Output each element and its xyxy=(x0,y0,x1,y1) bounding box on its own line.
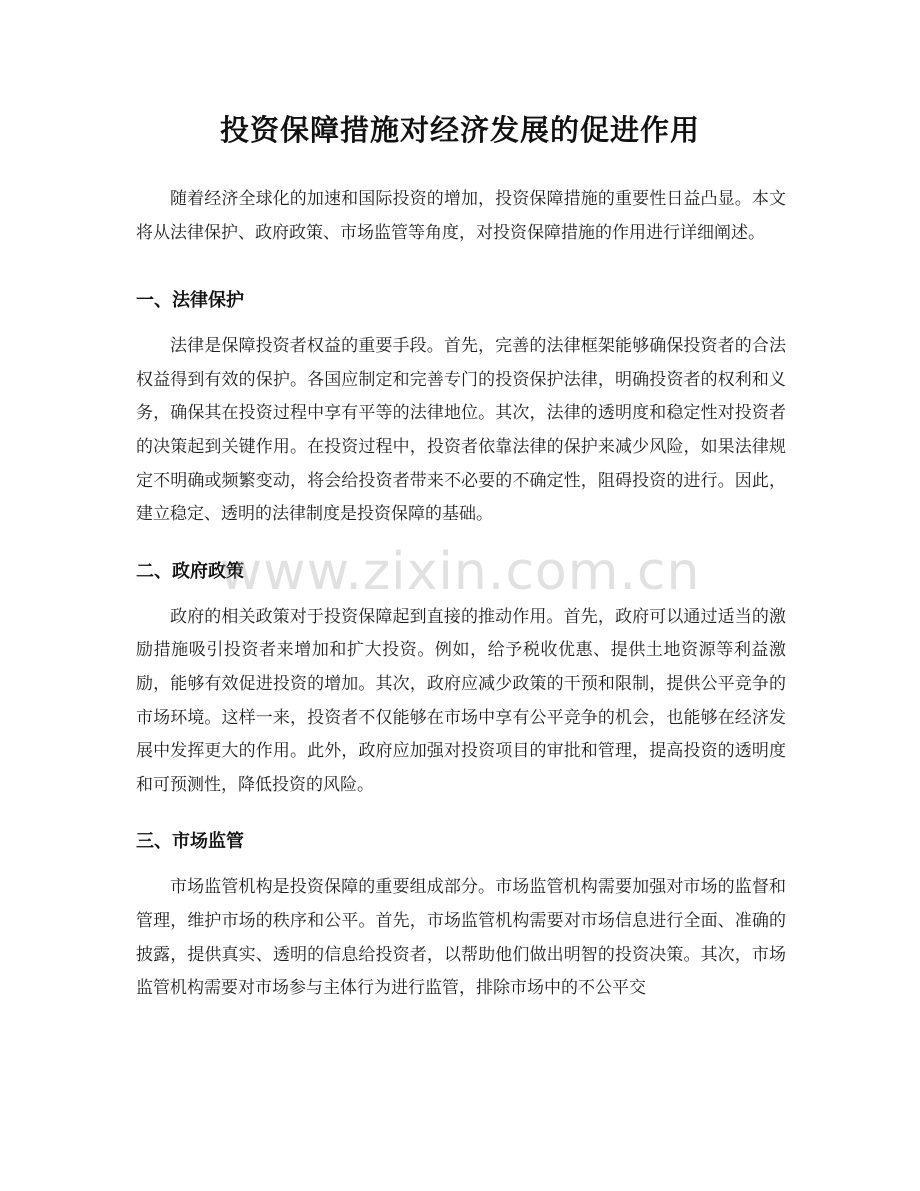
section-body-market: 市场监管机构是投资保障的重要组成部分。市场监管机构需要加强对市场的监督和管理，维护市场的秩序和公平。首先，市场监管机构需要对市场信息进行全面、准确的披露，提供真实、透明的信息给投资者，以帮助他们做出明智的投资决策。其次，市场监管机构需要对市场参与主体行为进行监管，排除市场中的不公平交 xyxy=(136,877,786,999)
section-heading-market: 三、市场监管 xyxy=(136,831,244,853)
section-body-policy: 政府的相关政策对于投资保障起到直接的推动作用。首先，政府可以通过适当的激励措施吸引投资者来增加和扩大投资。例如，给予税收优惠、提供土地资源等利益激励，能够有效促进投资的增加。其次，政府应减少政策的干预和限制，提供公平竞争的市场环境。这样一来，投资者不仅能够在市场中享有公平竞争的机会，也能够在经济发展中发挥更大的作用。此外，政府应加强对投资项目的审批和管理，提高投资的透明度和可预测性，降低投资的风险。 xyxy=(136,606,786,795)
intro-paragraph: 随着经济全球化的加速和国际投资的增加，投资保障措施的重要性日益凸显。本文将从法律保护、政府政策、市场监管等角度，对投资保障措施的作用进行详细阐述。 xyxy=(136,189,786,243)
watermark-text: www.zixin.com.cn xyxy=(219,542,701,602)
section-heading-legal: 一、法律保护 xyxy=(136,290,244,312)
section-heading-policy: 二、政府政策 xyxy=(136,560,244,582)
section-body-legal: 法律是保障投资者权益的重要手段。首先，完善的法律框架能够确保投资者的合法权益得到有效的保护。各国应制定和完善专门的投资保护法律，明确投资者的权利和义务，确保其在投资过程中享有平等的法律地位。其次，法律的透明度和稳定性对投资者的决策起到关键作用。在投资过程中，投资者依靠法律的保护来减少风险，如果法律规定不明确或频繁变动，将会给投资者带来不必要的不确定性，阻碍投资的进行。因此，建立稳定、透明的法律制度是投资保障的基础。 xyxy=(136,336,786,525)
document-title: 投资保障措施对经济发展的促进作用 xyxy=(219,113,700,147)
